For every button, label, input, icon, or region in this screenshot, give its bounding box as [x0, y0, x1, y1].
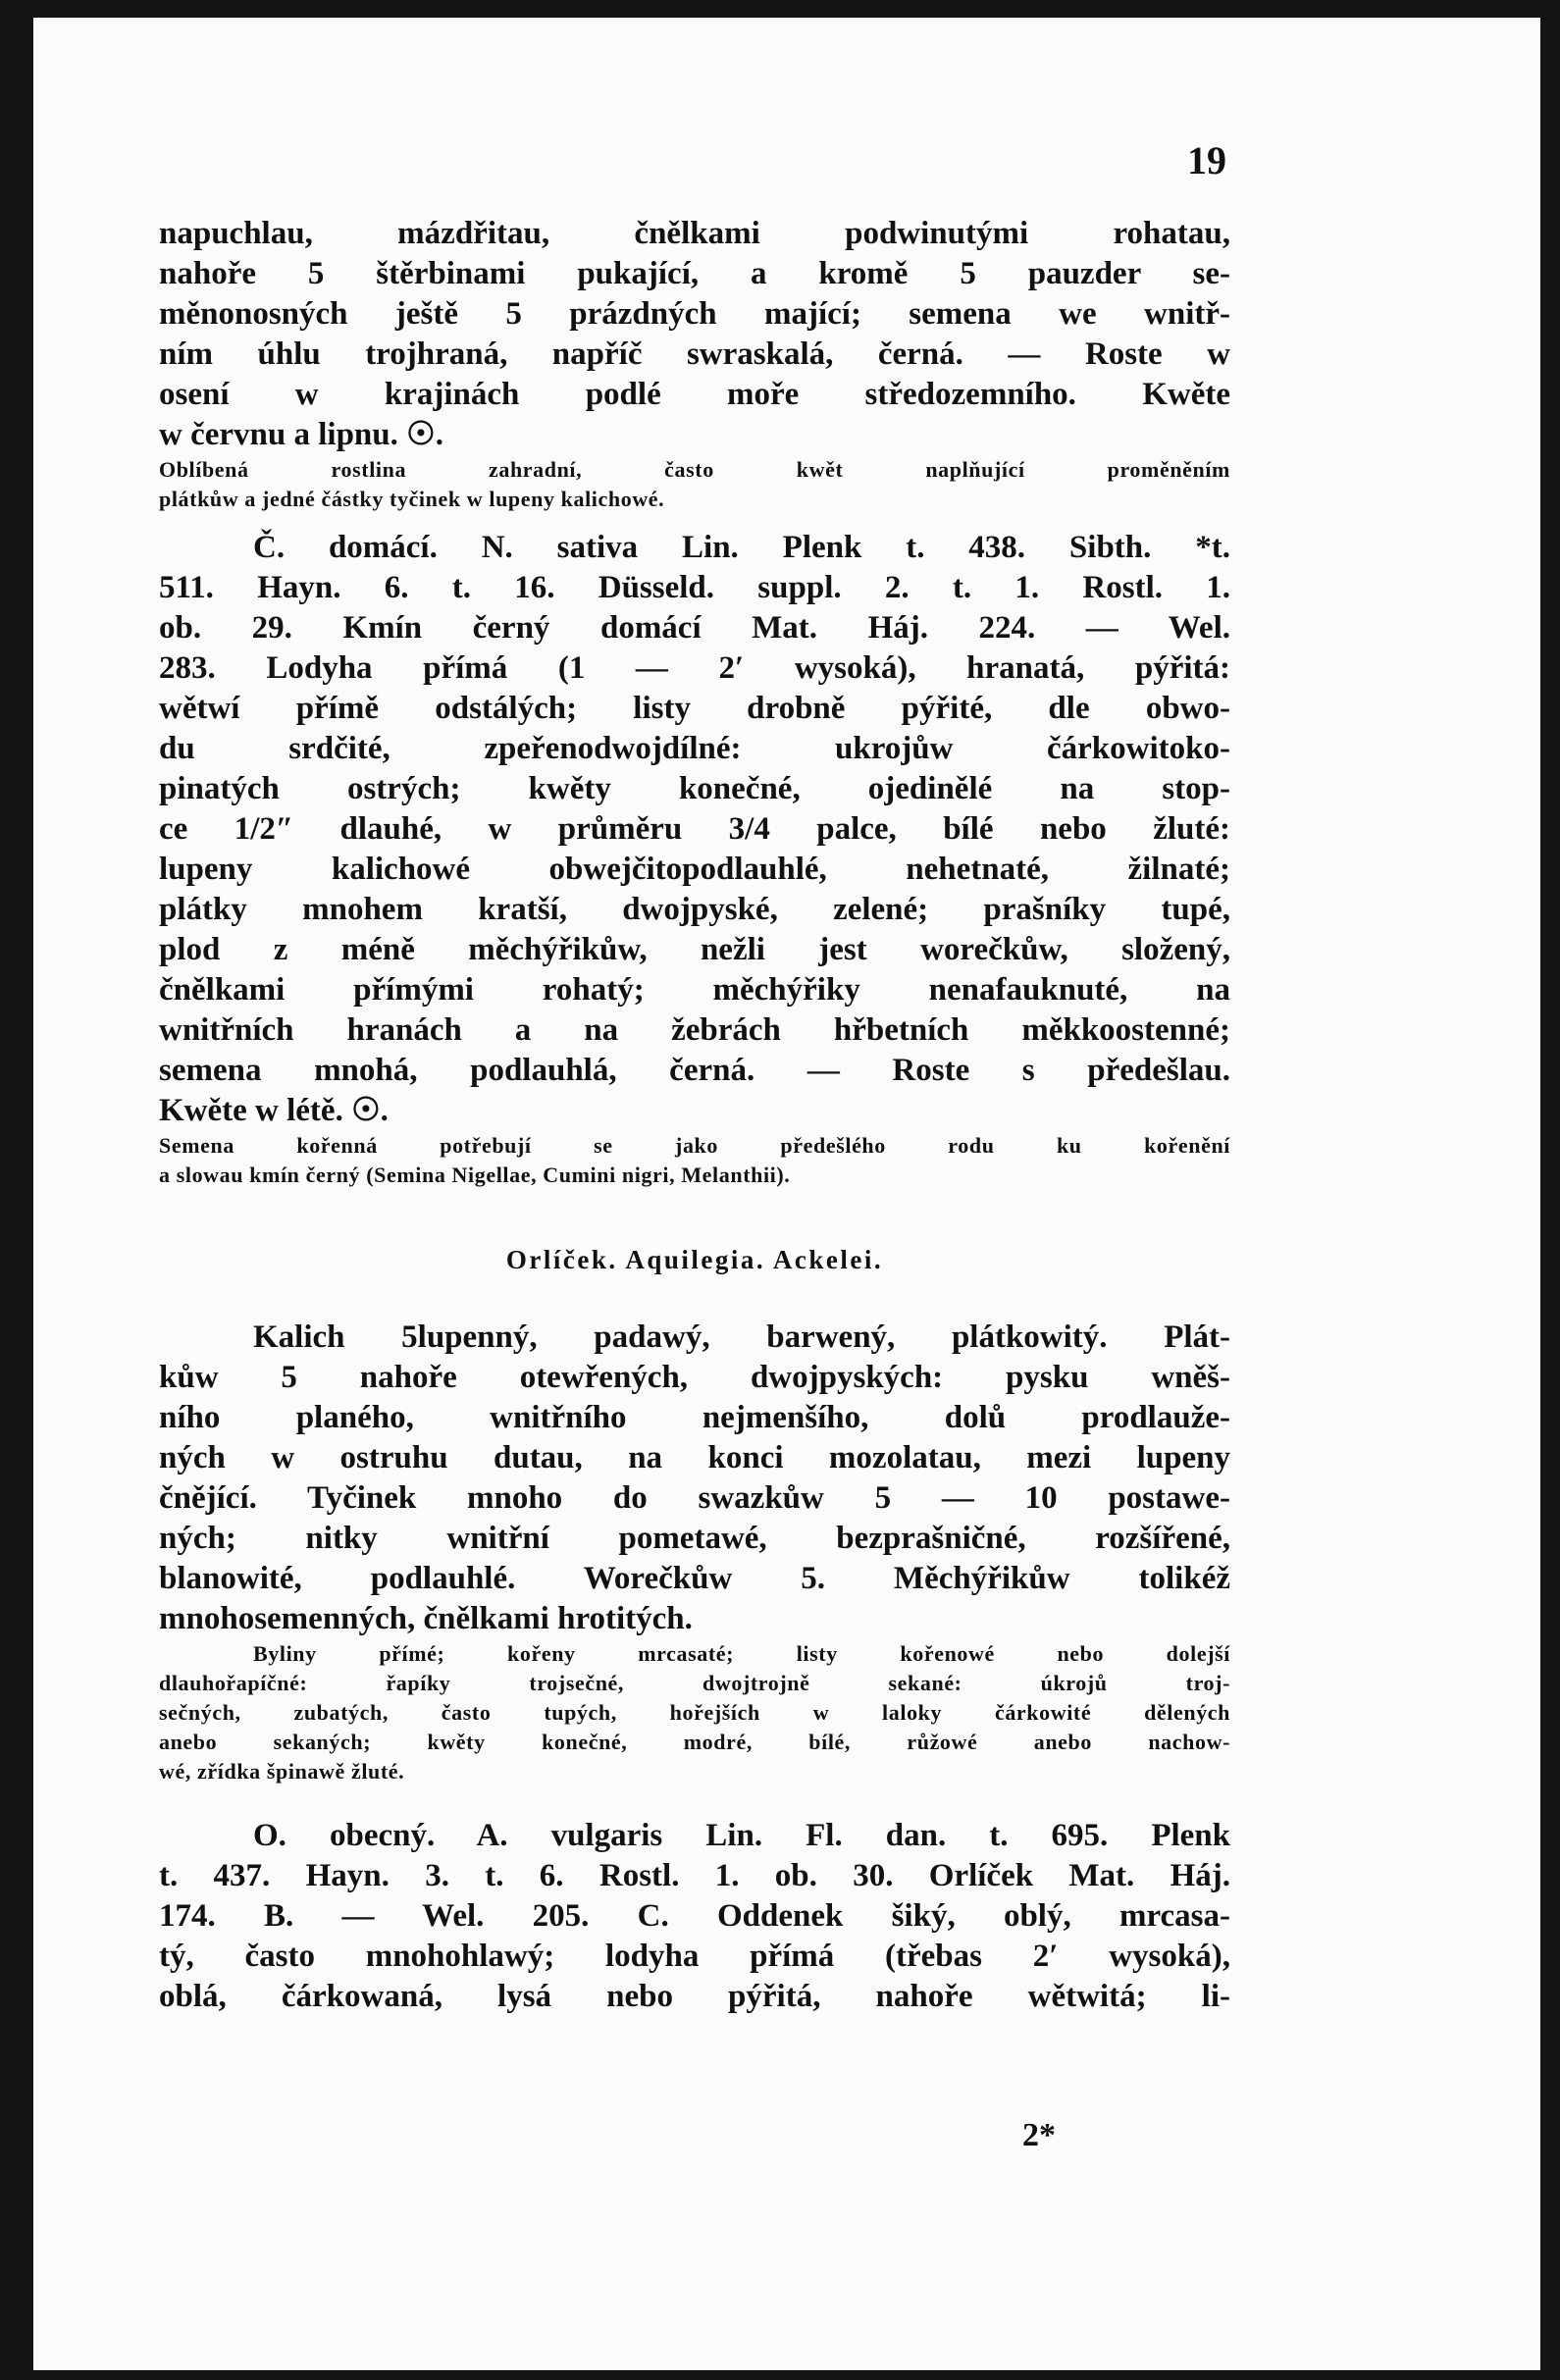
text-line: ního planého, wnitřního nejmenšího, dolů prodlauže-: [159, 1400, 1230, 1435]
text-line: měnonosných ještě 5 prázdných mající; semena we wnitř-: [159, 296, 1230, 332]
text-line: nahoře 5 štěrbinami pukající, a kromě 5 pauzder se-: [159, 256, 1230, 291]
text-line: w červnu a lipnu. ☉.: [159, 417, 443, 452]
note-line: Semena kořenná potřebují se jako předešlého rodu ku kořenění: [159, 1133, 1230, 1158]
text-line: Kwěte w létě. ☉.: [159, 1093, 389, 1128]
species-nigella-sativa: [159, 528, 1230, 1131]
text-line: wětwí přímě odstálých; listy drobně pýřité, dle obwo-: [159, 691, 1230, 726]
note-line: Oblíbená rostlina zahradní, často kwět naplňující proměněním: [159, 457, 1230, 482]
note-line: sečných, zubatých, často tupých, hořejších w laloky čárkowité dělených: [159, 1700, 1230, 1725]
note-uses: [159, 1131, 1230, 1190]
text-line: O. obecný. A. vulgaris Lin. Fl. dan. t. 695. Plenk: [253, 1818, 1230, 1853]
signature-mark: 2*: [1022, 2117, 1056, 2153]
text-line: oblá, čárkowaná, lysá nebo pýřitá, nahoře wětwitá; li-: [159, 1979, 1230, 2014]
text-line: wnitřních hranách a na žebrách hřbetních měkkoostenné;: [159, 1012, 1230, 1048]
text-line: čnělkami přímými rohatý; měchýřiky nenafauknuté, na: [159, 972, 1230, 1008]
text-line: čnějící. Tyčinek mnoho do swazkůw 5 — 10 postawe-: [159, 1480, 1230, 1516]
note-line: wé, zřídka špinawě žluté.: [159, 1759, 405, 1784]
book-page: [33, 18, 1540, 2370]
spacer: [159, 1786, 1230, 1816]
text-line: tý, často mnohohlawý; lodyha přímá (třebas 2′ wysoká),: [159, 1939, 1230, 1974]
text-line: blanowité, podlauhlé. Worečkůw 5. Měchýřikůw tolikéž: [159, 1561, 1230, 1596]
text-line: ob. 29. Kmín černý domácí Mat. Háj. 224. — Wel.: [159, 610, 1230, 646]
genus-description: [159, 1318, 1230, 1639]
text-line: du srdčité, zpeřenodwojdílné: ukrojůw čárkowitoko-: [159, 731, 1230, 766]
text-line: t. 437. Hayn. 3. t. 6. Rostl. 1. ob. 30. Orlíček Mat. Háj.: [159, 1858, 1230, 1893]
text-line: ných; nitky wnitřní pometawé, bezprašničné, rozšířené,: [159, 1521, 1230, 1556]
paragraph-nigella-continued: [159, 214, 1230, 455]
text-line: plod z méně měchýřikůw, nežli jest worečkůw, složený,: [159, 932, 1230, 967]
page-text: [159, 214, 1230, 2017]
note-line: anebo sekaných; kwěty konečné, modré, bílé, růžowé anebo nachow-: [159, 1730, 1230, 1754]
text-line: ných w ostruhu dutau, na konci mozolatau, mezi lupeny: [159, 1440, 1230, 1475]
note-line: a slowau kmín černý (Semina Nigellae, Cumini nigri, Melanthii).: [159, 1163, 791, 1187]
text-line: Č. domácí. N. sativa Lin. Plenk t. 438. Sibth. *t.: [253, 530, 1230, 565]
note-cultivation: [159, 455, 1230, 514]
text-line: mnohosemenných, čnělkami hrotitých.: [159, 1601, 693, 1636]
text-line: 174. B. — Wel. 205. C. Oddenek šiký, oblý, mrcasa-: [159, 1898, 1230, 1934]
text-line: Kalich 5lupenný, padawý, barwený, plátkowitý. Plát-: [253, 1319, 1230, 1355]
spacer: [159, 514, 1230, 528]
text-line: ním úhlu trojhraná, napříč swraskalá, černá. — Roste w: [159, 336, 1230, 372]
text-line: plátky mnohem kratší, dwojpyské, zelené; prašníky tupé,: [159, 892, 1230, 927]
text-line: 283. Lodyha přímá (1 — 2′ wysoká), hranatá, pýřitá:: [159, 650, 1230, 686]
text-line: napuchlau, mázdřitau, čnělkami podwinutými rohatau,: [159, 216, 1230, 251]
text-line: semena mnohá, podlauhlá, černá. — Roste s předešlau.: [159, 1053, 1230, 1088]
text-line: 511. Hayn. 6. t. 16. Düsseld. suppl. 2. t. 1. Rostl. 1.: [159, 570, 1230, 605]
note-line: Byliny přímé; kořeny mrcasaté; listy kořenowé nebo dolejší: [253, 1641, 1230, 1666]
genus-heading: Orlíček. Aquilegia. Ackelei.: [505, 1245, 884, 1274]
note-line: dlauhořapíčné: řapíky trojsečné, dwojtrojně sekané: úkrojů troj-: [159, 1671, 1230, 1695]
text-line: lupeny kalichowé obwejčitopodlauhlé, nehetnaté, žilnaté;: [159, 852, 1230, 887]
species-aquilegia-vulgaris: [159, 1816, 1230, 2017]
text-line: kůw 5 nahoře otewřených, dwojpyských: pysku wněš-: [159, 1360, 1230, 1395]
text-line: osení w krajinách podlé moře středozemního. Kwěte: [159, 377, 1230, 412]
page-number: 19: [1187, 138, 1226, 182]
note-genus: [159, 1639, 1230, 1786]
text-line: ce 1/2″ dlauhé, w průměru 3/4 palce, bílé nebo žluté:: [159, 811, 1230, 847]
text-line: pinatých ostrých; kwěty konečné, ojedinělé na stop-: [159, 771, 1230, 806]
note-line: plátkůw a jedné částky tyčinek w lupeny kalichowé.: [159, 487, 665, 511]
